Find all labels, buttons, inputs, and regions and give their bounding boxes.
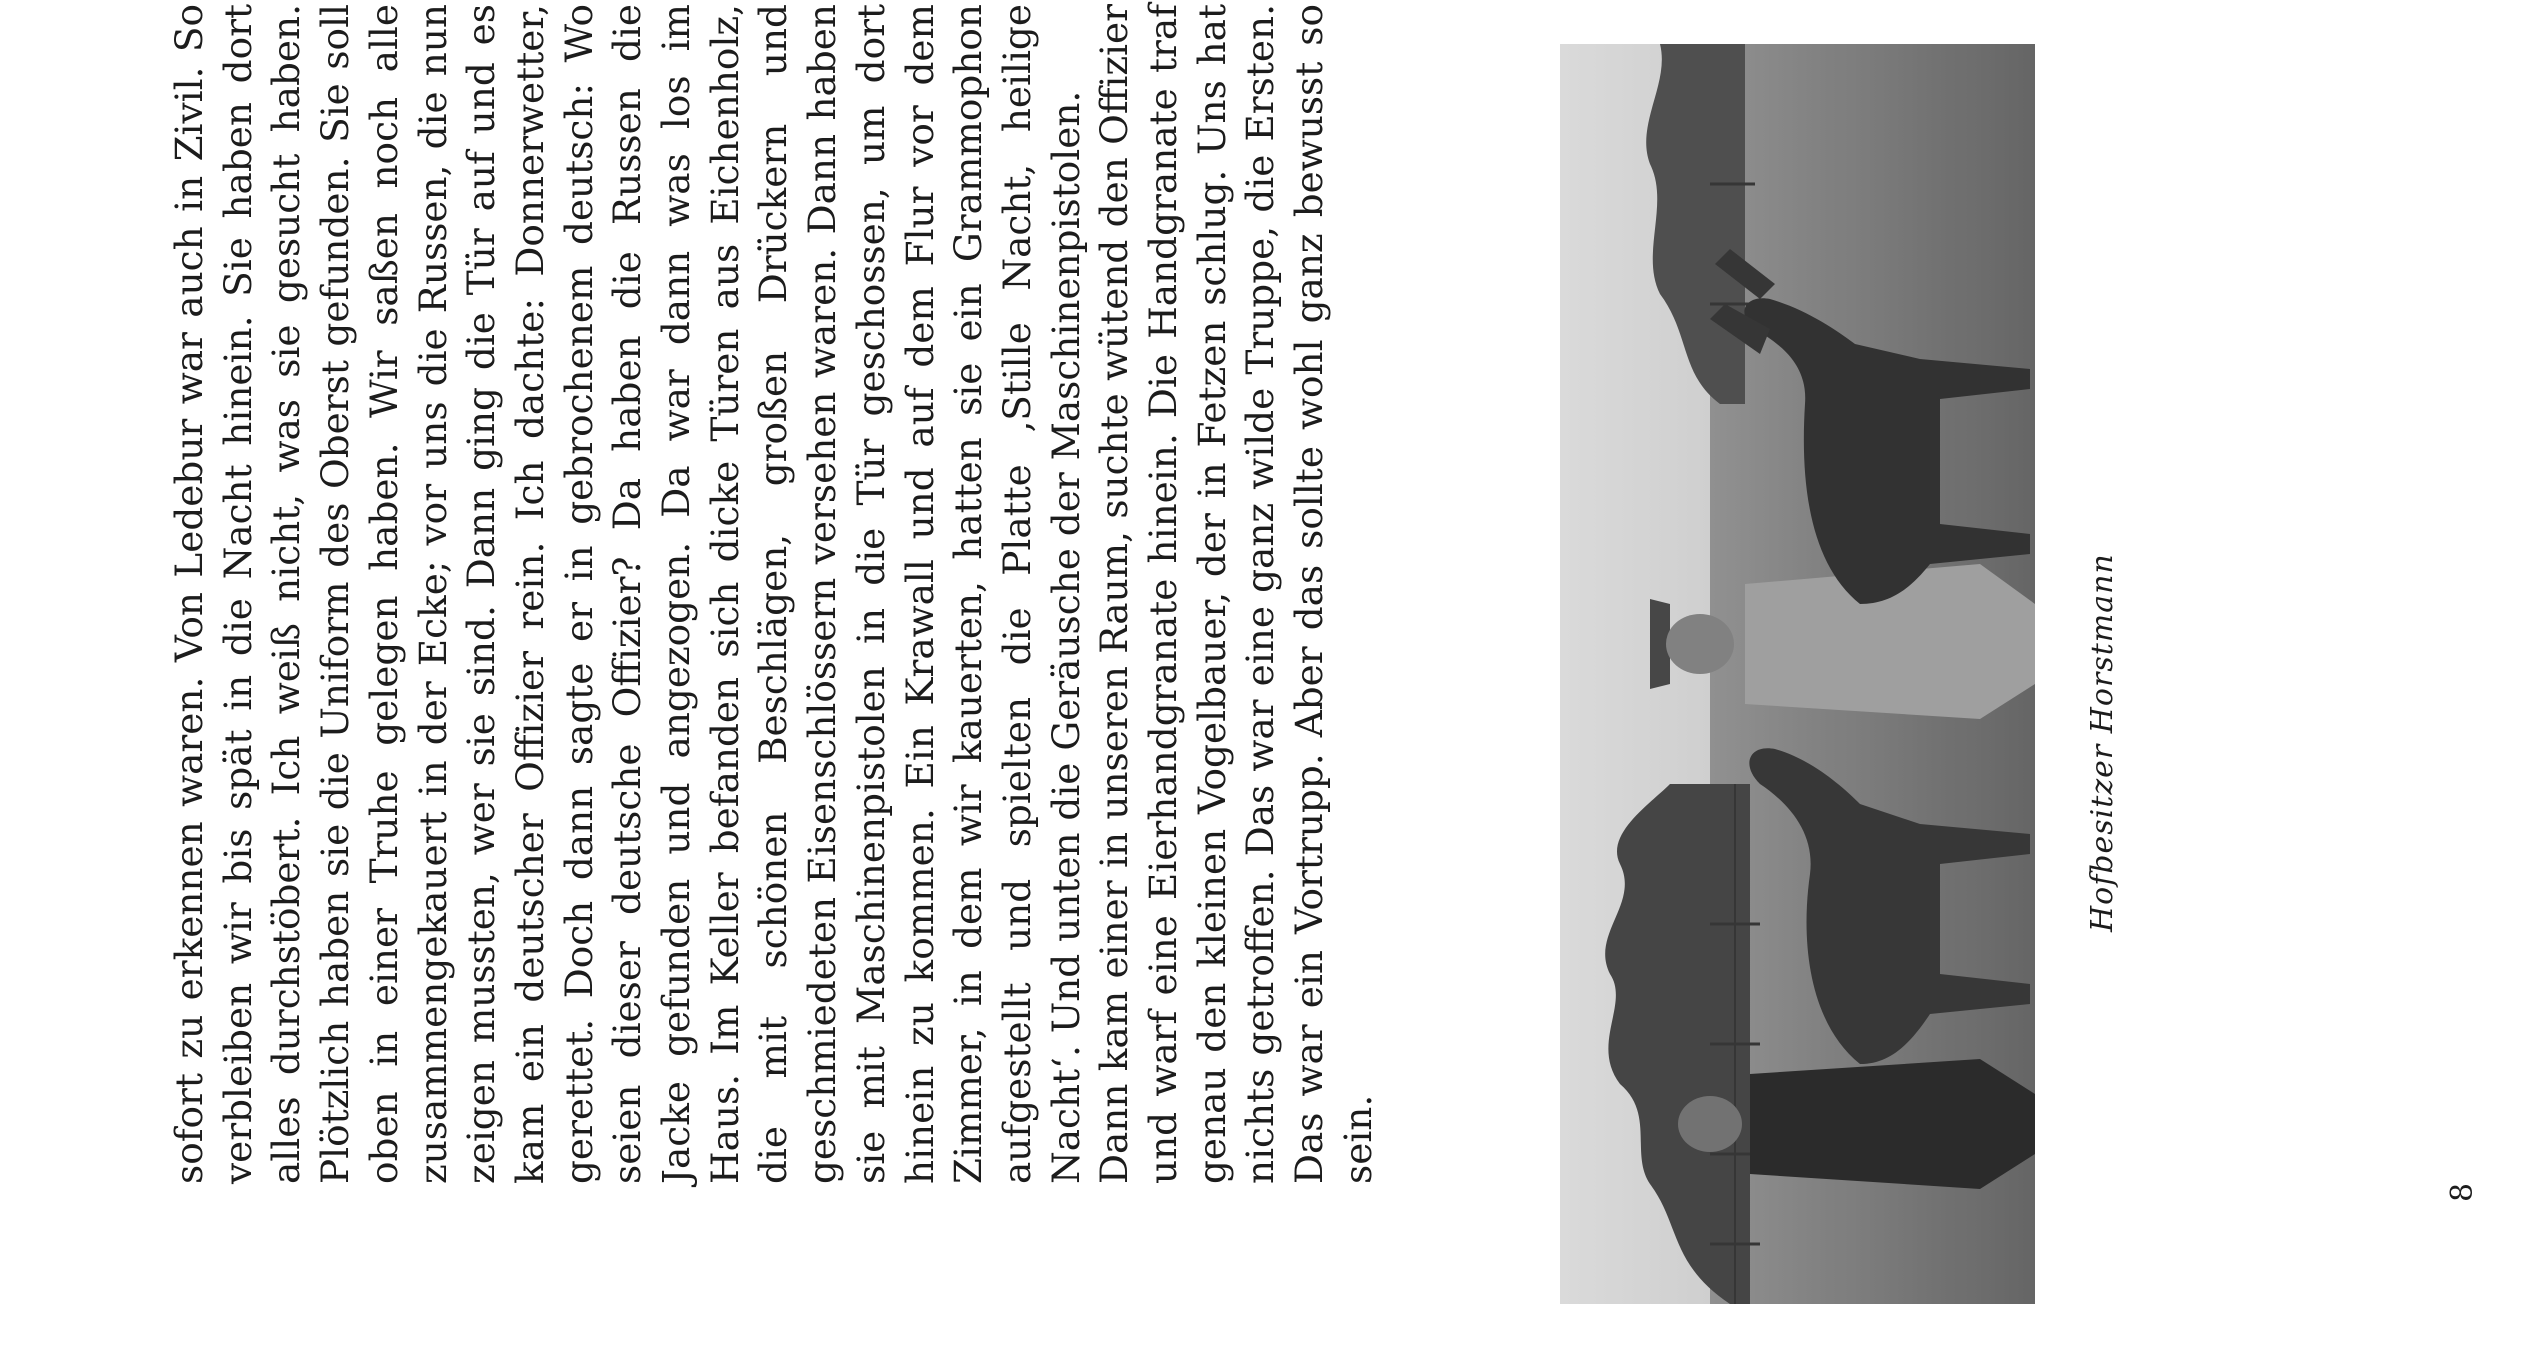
historical-photo: [1560, 44, 2035, 1304]
photo-illustration: [1560, 44, 2035, 1304]
paragraph-1: sofort zu erkennen waren. Von Ledebur war auch in Zivil. So verbleiben wir bis spät in die Nacht hinein. Sie haben dort alles durchstöbert. Ich weiß nicht, was sie gesucht haben. Plötzlich haben sie die Uniform des Oberst gefunden. Sie soll oben in einer Truhe gelegen haben. Wir saßen noch alle zusammengekauert in der Ecke; vor uns die Russen, die nun zeigen mussten, wer sie sind. Dann ging die Tür auf und es kam ein deutscher Offizier rein. Ich dachte: Donnerwetter, gerettet. Doch dann sagte er in gebrochenem deutsch: Wo seien dieser deutsche Offizier? Da haben die Russen die Jacke gefunden und angezogen. Da war dann was los im Haus. Im Keller befanden sich dicke Türen aus Eichenholz, die mit schönen Beschlägen, großen Drückern und geschmiedeten Eisenschlössern versehen waren. Dann haben sie mit Maschinenpistolen in die Tür geschossen, um dort hinein zu kommen. Ein Krawall und auf dem Flur vor dem Zimmer, in dem wir kauerten, hatten sie ein Grammophon aufgestellt und spielten die Platte ‚Stille Nacht, heilige Nacht‘. Und unten die Geräusche der Maschinenpistolen.: [167, 4, 1088, 1184]
page-number: 8: [2445, 1182, 2480, 1202]
paragraph-2: Dann kam einer in unseren Raum, suchte wütend den Offizier und warf eine Eierhandgranate hinein. Die Handgranate traf genau den kleinen Vogelbauer, der in Fetzen schlug. Uns hat nichts getroffen. Das war eine ganz wilde Truppe, die Ersten. Das war ein Vortrupp. Aber das sollte wohl ganz bewusst so sein.: [1092, 4, 1380, 1184]
body-text: [165, 4, 1383, 1184]
photo-caption: Hofbesitzer Horstmann: [2085, 553, 2120, 932]
